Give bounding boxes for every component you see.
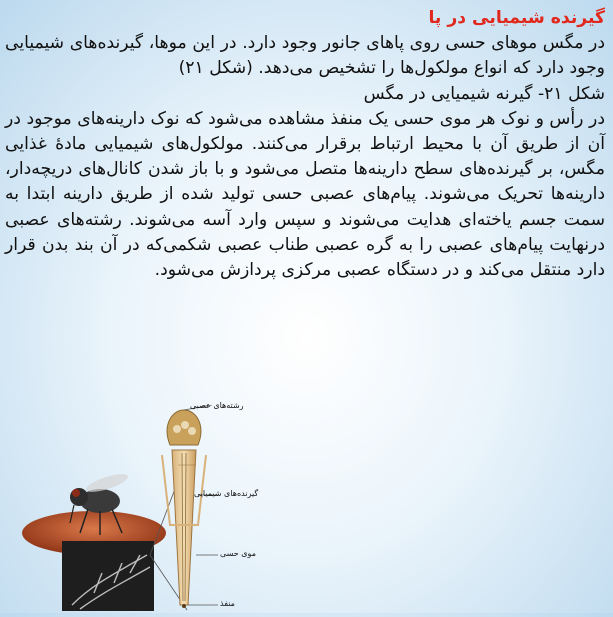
- figure-caption: شکل ۲۱- گیرنه شیمیایی در مگس: [363, 83, 605, 104]
- label-nerve-fibers: رشته‌های عصبی: [190, 401, 244, 410]
- figure-illustration: [22, 405, 267, 613]
- intro-paragraph: در مگس موهای حسی روی پاهای جانور وجود دارد. در این موها، گیرنده‌های شیمیایی وجود دارد که انواع مولکول‌ها را تشخیص می‌دهد. (شکل ۲۱): [5, 33, 605, 79]
- label-sensory-hair: موی حسی: [220, 549, 256, 558]
- label-pore: منفذ: [220, 599, 235, 608]
- slide-title: گیرنده شیمیایی در پا: [428, 8, 605, 28]
- fly-chemoreceptor-figure: [22, 401, 267, 613]
- pore-marker: [182, 604, 186, 608]
- sensory-hair: [172, 450, 196, 605]
- text-block: [5, 6, 605, 283]
- body-paragraph: در رأس و نوک هر موی حسی یک منفذ مشاهده می‌شود که نوک دارینه‌های موجود در آن از طریق آن با محیط ارتباط برقرار می‌کنند. مولکول‌های شیمیایی مادهٔ غذایی مگس، بر گیرنده‌های سطح دارینه‌ها متصل می‌شود و با باز شدن کانال‌های دریچه‌دار، دارینه‌ها تحریک می‌شوند. پیام‌های عصبی حسی تولید شده از طریق دارینه ابتدا به سمت جسم یاخته‌ای هدایت می‌شوند و سپس وارد آسه می‌شوند. رشته‌های عصبی درنهایت پیام‌های عصبی را به گره عصبی طناب عصبی شکمی‌که در آن بند بدن قرار دارد منتقل می‌کند و در دستگاه عصبی مرکزی پردازش می‌شود.: [5, 108, 605, 281]
- label-chemoreceptors: گیرنده‌های شیمیایی: [194, 489, 259, 498]
